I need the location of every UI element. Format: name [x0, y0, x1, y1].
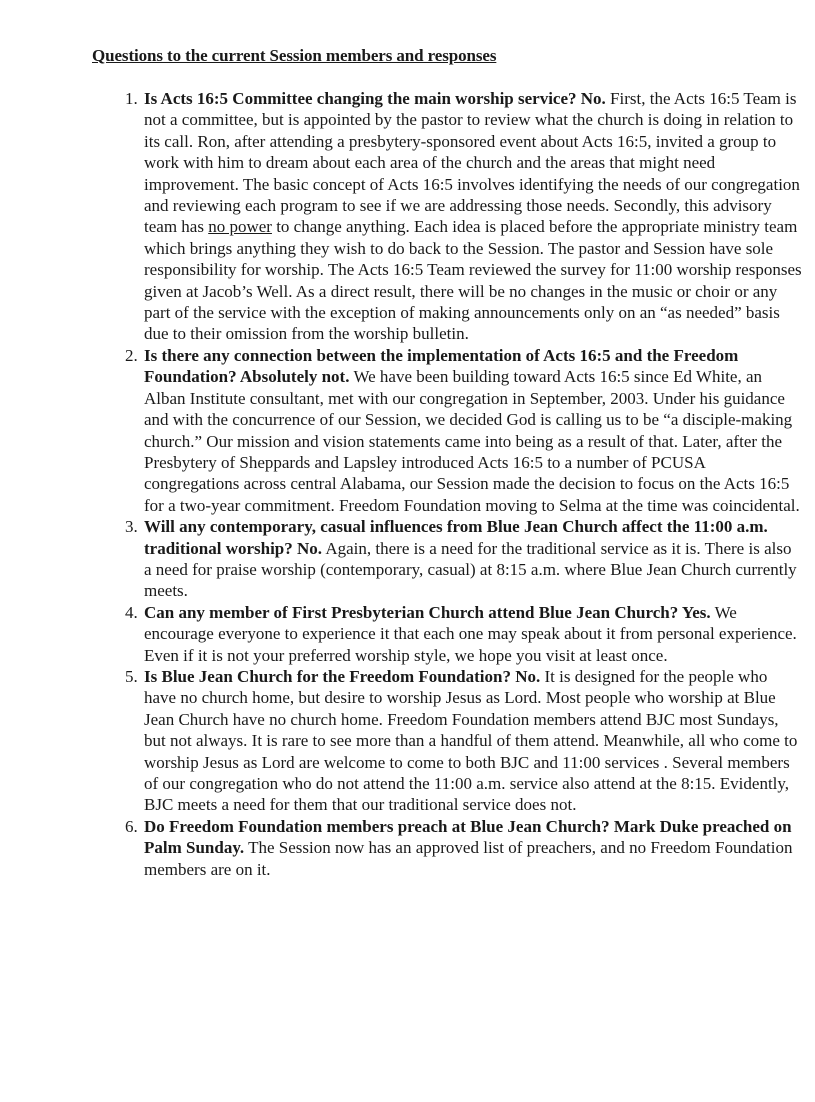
- list-item: [142, 666, 802, 816]
- answer-text: First, the Acts 16:5 Team is not a committee, but is appointed by the pastor to review what the church is doing in relation to its call. Ron, after attending a presbytery-sponsored event about Acts 16:5, invited a group to work with him to dream about each area of the church and the areas that might need improvement. The basic concept of Acts 16:5 involves identifying the needs of our congregation and reviewing each program to see if we are addressing those needs. Secondly, this advisory team has: [144, 89, 800, 237]
- list-item: [142, 88, 802, 345]
- answer-emphasis: no power: [208, 217, 272, 237]
- answer-text: Again, there is a need for the traditional service as it is. There is also a need for praise worship (contemporary, casual) at 8:15 a.m. where Blue Jean Church currently meets.: [144, 538, 797, 601]
- qa-list: [92, 88, 802, 880]
- question-text: Will any contemporary, casual influences from Blue Jean Church affect the 11:00 a.m. traditional worship? No.: [144, 517, 768, 558]
- answer-text: We encourage everyone to experience it that each one may speak about it from personal experience. Even if it is not your preferred worship style, we hope you visit at least once.: [144, 602, 797, 665]
- question-text: Can any member of First Presbyterian Church attend Blue Jean Church? Yes.: [144, 602, 711, 622]
- list-item: [142, 602, 802, 666]
- list-item: [142, 345, 802, 516]
- answer-text: The Session now has an approved list of preachers, and no Freedom Foundation members are on it.: [144, 838, 793, 879]
- answer-text: We have been building toward Acts 16:5 since Ed White, an Alban Institute consultant, met with our congregation in September, 2003. Under his guidance and with the concurrence of our Session, we decided God is calling us to be “a disciple-making church.” Our mission and vision statements came into being as a result of that. Later, after the Presbytery of Sheppards and Lapsley introduced Acts 16:5 to a number of PCUSA congregations across central Alabama, our Session made the decision to focus on the Acts 16:5 for a two-year commitment. Freedom Foundation moving to Selma at the time was coincidental.: [144, 367, 800, 515]
- question-text: Is Blue Jean Church for the Freedom Foundation? No.: [144, 666, 541, 686]
- question-text: Is Acts 16:5 Committee changing the main worship service? No.: [144, 89, 606, 108]
- answer-text: It is designed for the people who have no church home, but desire to worship Jesus as Lord. Most people who worship at Blue Jean Church have no church home. Freedom Foundation members attend BJC most Sundays, but not always. It is rare to see more than a handful of them attend. Meanwhile, all who come to worship Jesus as Lord are welcome to come to both BJC and 11:00 services . Several members of our congregation who do not attend the 11:00 a.m. service also attend at the 8:15. Evidently, BJC meets a need for them that our traditional service does not.: [144, 666, 798, 815]
- list-item: [142, 816, 802, 880]
- question-text: Do Freedom Foundation members preach at Blue Jean Church? Mark Duke preached on Palm Sunday.: [144, 816, 792, 858]
- answer-text: to change anything. Each idea is placed before the appropriate ministry team which brings anything they wish to do back to the Session. The pastor and Session have sole responsibility for worship. The Acts 16:5 Team reviewed the survey for 11:00 worship responses given at Jacob’s Well. As a direct result, there will be no changes in the music or choir or any part of the service with the exception of making announcements only on an “as needed” basis due to their omission from the worship bulletin.: [144, 217, 802, 344]
- question-text: Is there any connection between the implementation of Acts 16:5 and the Freedom Foundation? Absolutely not.: [144, 345, 739, 387]
- page-title: Questions to the current Session members and responses: [92, 46, 497, 65]
- list-item: [142, 516, 802, 602]
